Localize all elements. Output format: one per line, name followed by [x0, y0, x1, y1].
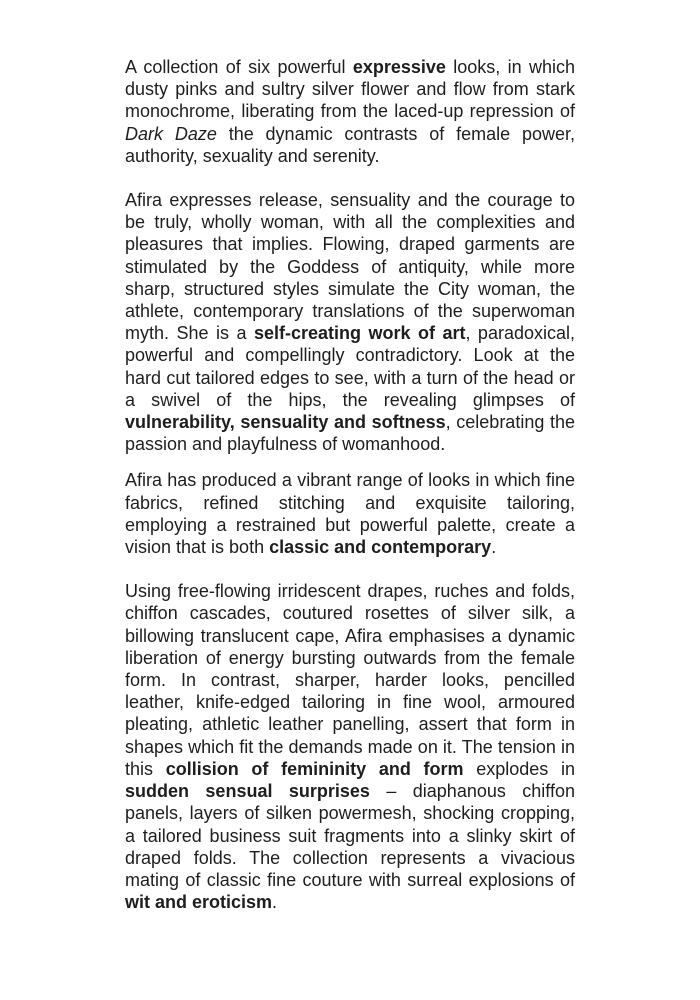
paragraph-vibrant-range	[125, 469, 575, 558]
text-run: , celebrating the passion and playfulness of womanhood.	[125, 412, 575, 455]
text-run: Using free-flowing irridescent drapes, ruches and folds, chiffon cascades, coutured rosettes of silver silk, a billowing translucent cape, Afira emphasises a dynamic liberation of energy bursting outwards from the female form. In contrast, sharper, harder looks, pencilled leather, knife-edged tailoring in fine wool, armoured pleating, athletic leather panelling, assert that form in shapes which fit the demands made on it. The tension in this	[125, 581, 575, 779]
emphasis-expressive: expressive	[352, 57, 446, 77]
paragraph-collection-intro	[125, 56, 575, 167]
text-run: .	[491, 537, 497, 558]
document-page	[125, 56, 575, 913]
text-run: .	[272, 892, 278, 913]
emphasis-wit-eroticism: wit and eroticism	[125, 892, 273, 913]
emphasis-collision: collision of femininity and form	[165, 758, 464, 779]
text-run: explodes in	[463, 758, 575, 779]
text-run: Afira expresses release, sensuality and the courage to be truly, wholly woman, with all the complexities and pleasures that implies. Flowing, draped garments are stimulated by the Goddess of antiquity, while more sharp, structured styles simulate the City woman, the athlete, contemporary translations of the superwoman myth. She is a	[125, 190, 575, 344]
emphasis-self-creating: self-creating work of art	[253, 323, 466, 344]
emphasis-vulnerability: vulnerability, sensuality and softness	[125, 412, 446, 433]
emphasis-sudden-surprises: sudden sensual surprises	[125, 781, 370, 802]
text-run: the dynamic contrasts of female power, authority, sexuality and serenity.	[125, 123, 575, 166]
text-run: A collection of six powerful	[125, 57, 353, 77]
text-run: , paradoxical, powerful and compellingly contradictory. Look at the hard cut tailored edges to see, with a turn of the head or a swivel of the hips, the revealing glimpses of	[125, 323, 575, 410]
text-run: – diaphanous chiffon panels, layers of silken powermesh, shocking cropping, a tailored business suit fragments into a slinky skirt of draped folds. The collection represents a vivacious mating of classic fine couture with surreal explosions of	[125, 781, 575, 890]
emphasis-classic-contemporary: classic and contemporary	[269, 537, 492, 558]
paragraph-free-flowing	[125, 580, 575, 913]
text-run: Afira has produced a vibrant range of looks in which fine fabrics, refined stitching and exquisite tailoring, employing a restrained but powerful palette, create a vision that is both	[125, 470, 575, 558]
paragraph-afira-expresses	[125, 189, 575, 455]
emphasis-dark-daze: Dark Daze	[125, 123, 217, 144]
text-run: looks, in which dusty pinks and sultry silver flower and flow from stark monochrome, liberating from the laced-up repression of	[125, 57, 575, 122]
